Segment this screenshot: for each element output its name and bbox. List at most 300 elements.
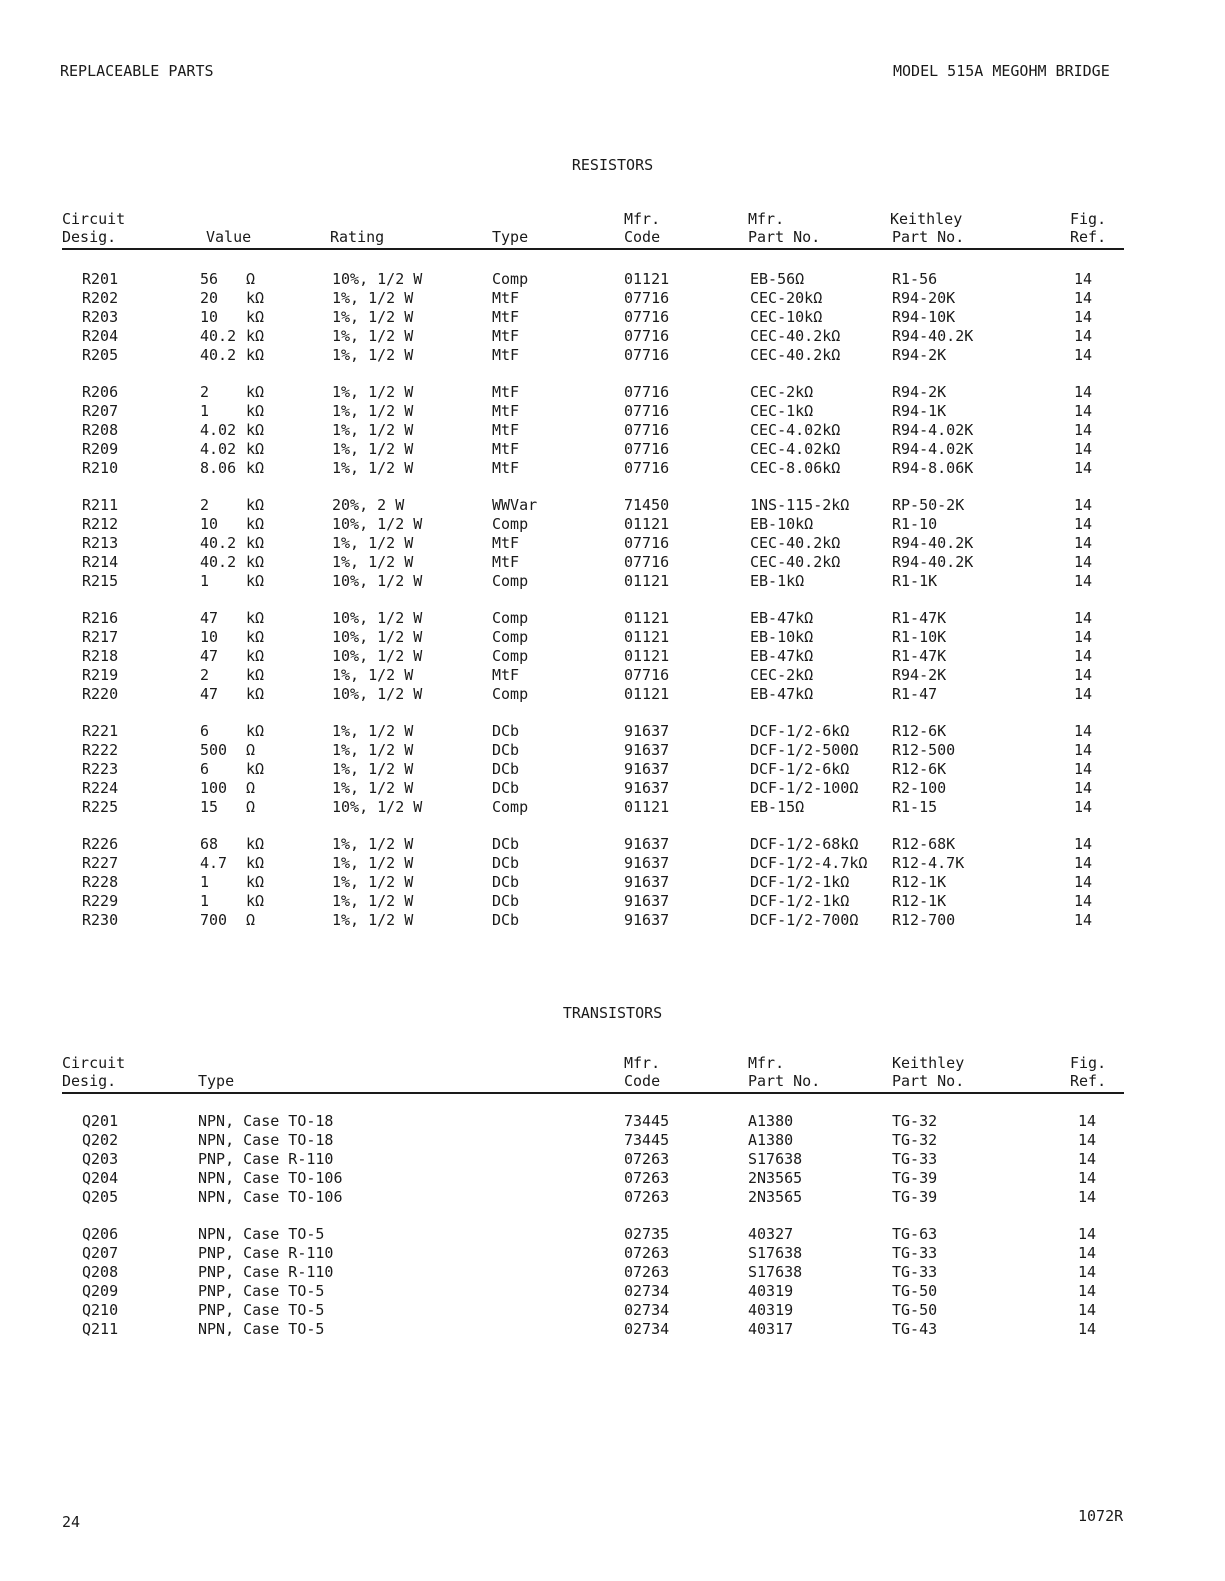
- type: NPN, Case TO-18: [198, 1112, 334, 1130]
- mfr-part-no: 40317: [748, 1320, 794, 1338]
- value-number: 6: [200, 760, 210, 778]
- mfr-part-no: EB-47kΩ: [750, 647, 814, 665]
- keithley-part-no: TG-33: [892, 1263, 938, 1281]
- running-header-right: MODEL 515A MEGOHM BRIDGE: [893, 62, 1110, 80]
- table-row: [62, 647, 1124, 666]
- table-row: [62, 873, 1124, 892]
- mfr-part-no: EB-56Ω: [750, 270, 805, 288]
- keithley-part-no: R12-1K: [892, 892, 947, 910]
- circuit-desig: Q201: [82, 1112, 119, 1130]
- circuit-desig: R230: [82, 911, 119, 929]
- circuit-desig: Q211: [82, 1320, 119, 1338]
- value-unit: kΩ: [246, 383, 265, 401]
- rating: 10%, 1/2 W: [332, 647, 423, 665]
- table-row: [62, 835, 1124, 854]
- mfr-code: 91637: [624, 760, 670, 778]
- fig-ref: 14: [1074, 873, 1093, 891]
- table-row: [62, 1320, 1124, 1339]
- type: DCb: [492, 722, 520, 740]
- mfr-part-no: A1380: [748, 1112, 794, 1130]
- fig-ref: 14: [1074, 760, 1093, 778]
- type: Comp: [492, 270, 529, 288]
- mfr-code: 02734: [624, 1301, 670, 1319]
- table-row: [62, 854, 1124, 873]
- mfr-code: 71450: [624, 496, 670, 514]
- mfr-part-no: EB-47kΩ: [750, 609, 814, 627]
- value-unit: kΩ: [246, 440, 265, 458]
- mfr-code: 07263: [624, 1188, 670, 1206]
- resistors-table: [62, 208, 1124, 930]
- col-mfr-part-line1: Mfr.: [748, 1054, 785, 1072]
- mfr-code: 02734: [624, 1320, 670, 1338]
- mfr-part-no: EB-15Ω: [750, 798, 805, 816]
- fig-ref: 14: [1074, 383, 1093, 401]
- table-row: [62, 1131, 1124, 1150]
- type: Comp: [492, 628, 529, 646]
- value-unit: kΩ: [246, 666, 265, 684]
- mfr-part-no: A1380: [748, 1131, 794, 1149]
- keithley-part-no: TG-50: [892, 1282, 938, 1300]
- col-type: Type: [198, 1072, 235, 1090]
- mfr-part-no: EB-1kΩ: [750, 572, 805, 590]
- rating: 1%, 1/2 W: [332, 346, 414, 364]
- mfr-part-no: CEC-40.2kΩ: [750, 346, 841, 364]
- circuit-desig: Q209: [82, 1282, 119, 1300]
- value-unit: kΩ: [246, 628, 265, 646]
- mfr-part-no: DCF-1/2-6kΩ: [750, 722, 850, 740]
- value-number: 4.7: [200, 854, 228, 872]
- keithley-part-no: R12-4.7K: [892, 854, 965, 872]
- resistors-table-body: [62, 250, 1124, 930]
- fig-ref: 14: [1078, 1263, 1097, 1281]
- circuit-desig: R209: [82, 440, 119, 458]
- type: DCb: [492, 760, 520, 778]
- transistors-table-body: [62, 1094, 1124, 1339]
- table-row: [62, 289, 1124, 308]
- running-header-left: REPLACEABLE PARTS: [60, 62, 214, 80]
- circuit-desig: Q202: [82, 1131, 119, 1149]
- fig-ref: 14: [1074, 496, 1093, 514]
- table-row: [62, 741, 1124, 760]
- circuit-desig: R227: [82, 854, 119, 872]
- value-unit: kΩ: [246, 327, 265, 345]
- value-number: 100: [200, 779, 228, 797]
- type: NPN, Case TO-106: [198, 1188, 343, 1206]
- fig-ref: 14: [1074, 440, 1093, 458]
- fig-ref: 14: [1078, 1150, 1097, 1168]
- keithley-part-no: R94-8.06K: [892, 459, 974, 477]
- table-row: [62, 346, 1124, 365]
- group-spacer: [62, 704, 1124, 722]
- rating: 10%, 1/2 W: [332, 515, 423, 533]
- type: NPN, Case TO-106: [198, 1169, 343, 1187]
- mfr-code: 07716: [624, 421, 670, 439]
- mfr-code: 02735: [624, 1225, 670, 1243]
- col-value: Value: [206, 228, 252, 246]
- value-number: 40.2: [200, 346, 237, 364]
- col-circuit-desig-line2: Desig.: [62, 1072, 117, 1090]
- value-unit: kΩ: [246, 308, 265, 326]
- keithley-part-no: R94-1K: [892, 402, 947, 420]
- mfr-part-no: DCF-1/2-6kΩ: [750, 760, 850, 778]
- mfr-part-no: CEC-40.2kΩ: [750, 534, 841, 552]
- rating: 10%, 1/2 W: [332, 609, 423, 627]
- table-row: [62, 798, 1124, 817]
- value-unit: kΩ: [246, 421, 265, 439]
- type: Comp: [492, 572, 529, 590]
- value-unit: Ω: [246, 270, 256, 288]
- keithley-part-no: R12-6K: [892, 722, 947, 740]
- mfr-code: 73445: [624, 1131, 670, 1149]
- type: MtF: [492, 666, 520, 684]
- circuit-desig: Q207: [82, 1244, 119, 1262]
- rating: 10%, 1/2 W: [332, 628, 423, 646]
- circuit-desig: R222: [82, 741, 119, 759]
- col-circuit-desig-line2: Desig.: [62, 228, 117, 246]
- mfr-code: 07716: [624, 289, 670, 307]
- mfr-part-no: 2N3565: [748, 1169, 803, 1187]
- mfr-part-no: CEC-2kΩ: [750, 383, 814, 401]
- value-unit: kΩ: [246, 515, 265, 533]
- rating: 10%, 1/2 W: [332, 572, 423, 590]
- mfr-code: 91637: [624, 873, 670, 891]
- mfr-code: 91637: [624, 892, 670, 910]
- circuit-desig: R212: [82, 515, 119, 533]
- type: MtF: [492, 308, 520, 326]
- col-circuit-desig-line1: Circuit: [62, 210, 126, 228]
- type: DCb: [492, 835, 520, 853]
- type: PNP, Case TO-5: [198, 1282, 325, 1300]
- mfr-code: 07716: [624, 383, 670, 401]
- mfr-code: 07716: [624, 346, 670, 364]
- keithley-part-no: R94-4.02K: [892, 440, 974, 458]
- fig-ref: 14: [1078, 1282, 1097, 1300]
- circuit-desig: R204: [82, 327, 119, 345]
- resistors-table-header: [62, 208, 1124, 250]
- fig-ref: 14: [1078, 1169, 1097, 1187]
- rating: 10%, 1/2 W: [332, 685, 423, 703]
- value-number: 68: [200, 835, 219, 853]
- mfr-part-no: CEC-1kΩ: [750, 402, 814, 420]
- circuit-desig: R218: [82, 647, 119, 665]
- type: DCb: [492, 892, 520, 910]
- rating: 10%, 1/2 W: [332, 270, 423, 288]
- value-number: 1: [200, 892, 210, 910]
- table-row: [62, 722, 1124, 741]
- mfr-code: 07263: [624, 1244, 670, 1262]
- type: MtF: [492, 346, 520, 364]
- mfr-code: 07263: [624, 1169, 670, 1187]
- value-number: 700: [200, 911, 228, 929]
- fig-ref: 14: [1074, 628, 1093, 646]
- circuit-desig: R217: [82, 628, 119, 646]
- rating: 1%, 1/2 W: [332, 402, 414, 420]
- mfr-code: 73445: [624, 1112, 670, 1130]
- fig-ref: 14: [1078, 1301, 1097, 1319]
- keithley-part-no: R1-47: [892, 685, 938, 703]
- mfr-part-no: CEC-20kΩ: [750, 289, 823, 307]
- type: PNP, Case R-110: [198, 1150, 334, 1168]
- table-row: [62, 383, 1124, 402]
- table-row: [62, 572, 1124, 591]
- value-number: 1: [200, 572, 210, 590]
- col-keithley-part-line1: Keithley: [890, 210, 963, 228]
- mfr-code: 91637: [624, 741, 670, 759]
- rating: 1%, 1/2 W: [332, 383, 414, 401]
- table-row: [62, 515, 1124, 534]
- circuit-desig: Q206: [82, 1225, 119, 1243]
- keithley-part-no: TG-50: [892, 1301, 938, 1319]
- keithley-part-no: TG-32: [892, 1131, 938, 1149]
- value-unit: Ω: [246, 779, 256, 797]
- group-spacer: [62, 478, 1124, 496]
- rating: 1%, 1/2 W: [332, 534, 414, 552]
- keithley-part-no: TG-33: [892, 1150, 938, 1168]
- circuit-desig: R205: [82, 346, 119, 364]
- circuit-desig: R228: [82, 873, 119, 891]
- mfr-code: 01121: [624, 270, 670, 288]
- circuit-desig: R226: [82, 835, 119, 853]
- mfr-part-no: CEC-10kΩ: [750, 308, 823, 326]
- type: Comp: [492, 647, 529, 665]
- table-row: [62, 1263, 1124, 1282]
- mfr-part-no: CEC-40.2kΩ: [750, 553, 841, 571]
- col-type: Type: [492, 228, 529, 246]
- type: MtF: [492, 383, 520, 401]
- type: MtF: [492, 440, 520, 458]
- circuit-desig: R214: [82, 553, 119, 571]
- rating: 1%, 1/2 W: [332, 666, 414, 684]
- keithley-part-no: R94-2K: [892, 666, 947, 684]
- value-unit: kΩ: [246, 854, 265, 872]
- transistors-table: [62, 1052, 1124, 1339]
- group-spacer: [62, 365, 1124, 383]
- value-unit: Ω: [246, 911, 256, 929]
- circuit-desig: R223: [82, 760, 119, 778]
- type: MtF: [492, 553, 520, 571]
- circuit-desig: R224: [82, 779, 119, 797]
- group-spacer: [62, 1207, 1124, 1225]
- circuit-desig: R211: [82, 496, 119, 514]
- mfr-code: 07716: [624, 666, 670, 684]
- value-number: 10: [200, 628, 219, 646]
- type: PNP, Case TO-5: [198, 1301, 325, 1319]
- mfr-code: 07716: [624, 402, 670, 420]
- value-number: 10: [200, 515, 219, 533]
- fig-ref: 14: [1074, 647, 1093, 665]
- value-unit: kΩ: [246, 609, 265, 627]
- rating: 1%, 1/2 W: [332, 459, 414, 477]
- circuit-desig: Q205: [82, 1188, 119, 1206]
- keithley-part-no: R94-2K: [892, 346, 947, 364]
- rating: 1%, 1/2 W: [332, 440, 414, 458]
- circuit-desig: R220: [82, 685, 119, 703]
- value-number: 4.02: [200, 421, 237, 439]
- keithley-part-no: R94-4.02K: [892, 421, 974, 439]
- value-unit: kΩ: [246, 402, 265, 420]
- keithley-part-no: R94-40.2K: [892, 553, 974, 571]
- fig-ref: 14: [1078, 1225, 1097, 1243]
- mfr-part-no: S17638: [748, 1150, 803, 1168]
- col-fig-ref-line2: Ref.: [1070, 228, 1107, 246]
- type: DCb: [492, 779, 520, 797]
- mfr-code: 07716: [624, 459, 670, 477]
- mfr-part-no: CEC-8.06kΩ: [750, 459, 841, 477]
- table-row: [62, 1112, 1124, 1131]
- circuit-desig: R229: [82, 892, 119, 910]
- fig-ref: 14: [1074, 402, 1093, 420]
- fig-ref: 14: [1074, 289, 1093, 307]
- value-number: 2: [200, 666, 210, 684]
- fig-ref: 14: [1078, 1112, 1097, 1130]
- circuit-desig: R225: [82, 798, 119, 816]
- type: PNP, Case R-110: [198, 1263, 334, 1281]
- value-number: 500: [200, 741, 228, 759]
- circuit-desig: R202: [82, 289, 119, 307]
- rating: 1%, 1/2 W: [332, 327, 414, 345]
- mfr-code: 01121: [624, 609, 670, 627]
- type: DCb: [492, 873, 520, 891]
- rating: 1%, 1/2 W: [332, 873, 414, 891]
- mfr-code: 07716: [624, 534, 670, 552]
- fig-ref: 14: [1074, 459, 1093, 477]
- table-row: [62, 1225, 1124, 1244]
- value-unit: kΩ: [246, 892, 265, 910]
- keithley-part-no: R1-56: [892, 270, 938, 288]
- mfr-code: 91637: [624, 722, 670, 740]
- type: NPN, Case TO-5: [198, 1225, 325, 1243]
- type: MtF: [492, 289, 520, 307]
- rating: 1%, 1/2 W: [332, 289, 414, 307]
- table-row: [62, 779, 1124, 798]
- type: MtF: [492, 402, 520, 420]
- col-mfr-code-line2: Code: [624, 1072, 661, 1090]
- group-spacer: [62, 591, 1124, 609]
- table-row: [62, 1188, 1124, 1207]
- type: Comp: [492, 798, 529, 816]
- fig-ref: 14: [1074, 515, 1093, 533]
- table-row: [62, 270, 1124, 289]
- mfr-part-no: DCF-1/2-100Ω: [750, 779, 859, 797]
- value-unit: kΩ: [246, 572, 265, 590]
- rating: 1%, 1/2 W: [332, 722, 414, 740]
- table-row: [62, 685, 1124, 704]
- mfr-part-no: 40319: [748, 1282, 794, 1300]
- value-number: 8.06: [200, 459, 237, 477]
- rating: 20%, 2 W: [332, 496, 405, 514]
- fig-ref: 14: [1074, 534, 1093, 552]
- keithley-part-no: R12-500: [892, 741, 956, 759]
- circuit-desig: Q208: [82, 1263, 119, 1281]
- keithley-part-no: RP-50-2K: [892, 496, 965, 514]
- table-row: [62, 609, 1124, 628]
- type: DCb: [492, 741, 520, 759]
- circuit-desig: R210: [82, 459, 119, 477]
- type: NPN, Case TO-5: [198, 1320, 325, 1338]
- circuit-desig: Q210: [82, 1301, 119, 1319]
- keithley-part-no: R12-700: [892, 911, 956, 929]
- value-unit: Ω: [246, 741, 256, 759]
- type: Comp: [492, 609, 529, 627]
- mfr-code: 07263: [624, 1263, 670, 1281]
- value-unit: kΩ: [246, 496, 265, 514]
- circuit-desig: R219: [82, 666, 119, 684]
- value-number: 47: [200, 609, 219, 627]
- fig-ref: 14: [1078, 1244, 1097, 1262]
- value-unit: kΩ: [246, 873, 265, 891]
- mfr-part-no: DCF-1/2-500Ω: [750, 741, 859, 759]
- value-unit: kΩ: [246, 722, 265, 740]
- table-row: [62, 1301, 1124, 1320]
- keithley-part-no: R94-20K: [892, 289, 956, 307]
- col-fig-ref-line1: Fig.: [1070, 210, 1107, 228]
- table-row: [62, 496, 1124, 515]
- col-circuit-desig-line1: Circuit: [62, 1054, 126, 1072]
- col-mfr-part-line2: Part No.: [748, 1072, 821, 1090]
- table-row: [62, 892, 1124, 911]
- type: DCb: [492, 911, 520, 929]
- rating: 1%, 1/2 W: [332, 553, 414, 571]
- mfr-part-no: CEC-2kΩ: [750, 666, 814, 684]
- value-unit: Ω: [246, 798, 256, 816]
- mfr-code: 01121: [624, 515, 670, 533]
- col-rating: Rating: [330, 228, 385, 246]
- col-mfr-code-line1: Mfr.: [624, 1054, 661, 1072]
- mfr-code: 01121: [624, 647, 670, 665]
- fig-ref: 14: [1074, 779, 1093, 797]
- col-fig-ref-line1: Fig.: [1070, 1054, 1107, 1072]
- value-unit: kΩ: [246, 346, 265, 364]
- value-number: 15: [200, 798, 219, 816]
- value-number: 2: [200, 496, 210, 514]
- fig-ref: 14: [1074, 308, 1093, 326]
- value-number: 2: [200, 383, 210, 401]
- value-number: 40.2: [200, 534, 237, 552]
- document-code: 1072R: [1078, 1507, 1124, 1525]
- circuit-desig: R221: [82, 722, 119, 740]
- mfr-part-no: S17638: [748, 1263, 803, 1281]
- rating: 1%, 1/2 W: [332, 421, 414, 439]
- circuit-desig: R215: [82, 572, 119, 590]
- type: Comp: [492, 685, 529, 703]
- keithley-part-no: R1-1K: [892, 572, 938, 590]
- table-row: [62, 459, 1124, 478]
- value-number: 1: [200, 402, 210, 420]
- table-row: [62, 628, 1124, 647]
- group-spacer: [62, 817, 1124, 835]
- mfr-code: 91637: [624, 911, 670, 929]
- type: MtF: [492, 421, 520, 439]
- mfr-part-no: 2N3565: [748, 1188, 803, 1206]
- table-row: [62, 308, 1124, 327]
- keithley-part-no: R94-2K: [892, 383, 947, 401]
- value-number: 4.02: [200, 440, 237, 458]
- circuit-desig: R213: [82, 534, 119, 552]
- mfr-part-no: DCF-1/2-68kΩ: [750, 835, 859, 853]
- col-fig-ref-line2: Ref.: [1070, 1072, 1107, 1090]
- keithley-part-no: R1-47K: [892, 647, 947, 665]
- keithley-part-no: R1-10K: [892, 628, 947, 646]
- keithley-part-no: R12-68K: [892, 835, 956, 853]
- mfr-part-no: CEC-40.2kΩ: [750, 327, 841, 345]
- fig-ref: 14: [1074, 421, 1093, 439]
- fig-ref: 14: [1074, 892, 1093, 910]
- value-unit: kΩ: [246, 835, 265, 853]
- keithley-part-no: R1-15: [892, 798, 938, 816]
- fig-ref: 14: [1074, 270, 1093, 288]
- rating: 1%, 1/2 W: [332, 911, 414, 929]
- circuit-desig: R208: [82, 421, 119, 439]
